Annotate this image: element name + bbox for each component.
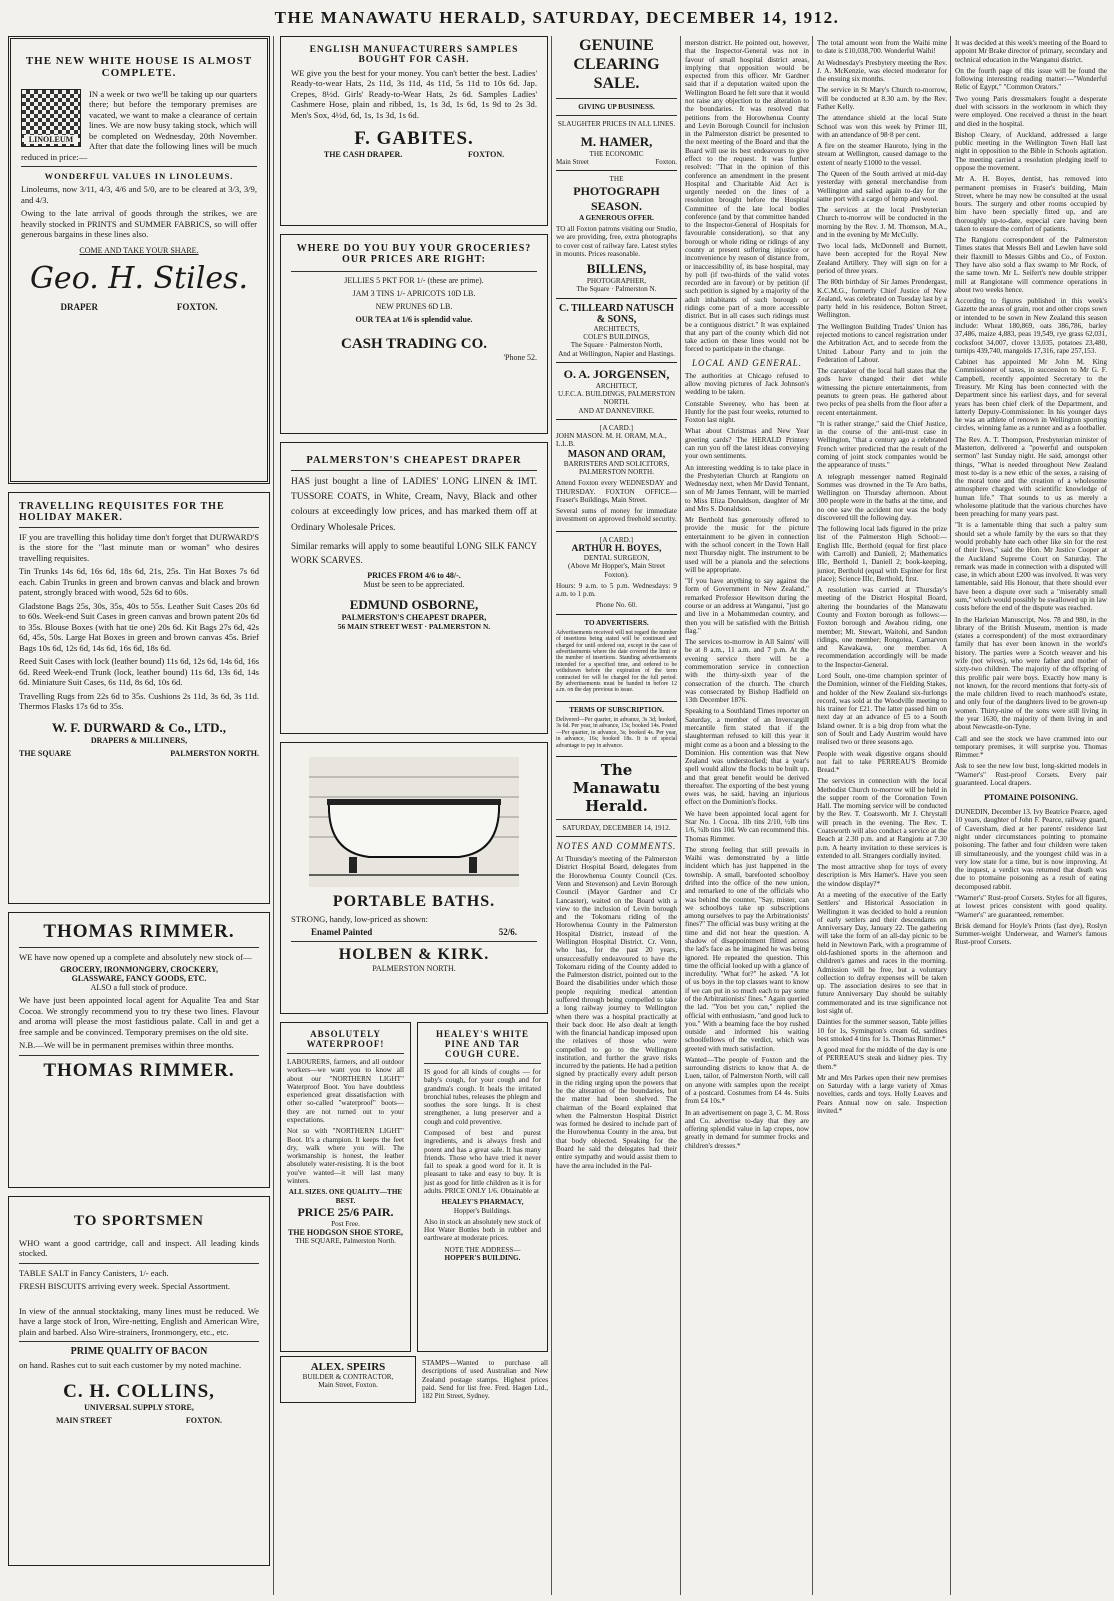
ad-headline: HEALEY'S WHITE PINE AND TAR COUGH CURE. bbox=[435, 1029, 530, 1059]
news-item: The Rev. A. T. Thompson, Presbyterian minister of Masterton, delivered a "powerful and outspoken sermon" last Sunday night. He said, amongst other things, "What is needed throughout New Zealand most to-day is a new ethic of the sexes, a raising of the moral tone and the creation of a wholesome atmosphere charged with scientific knowledge of human life." That sounds to us as merely a wholesome platitude that the various churches have been preaching for many years past. bbox=[955, 435, 1107, 519]
news-item: Mr A. H. Boyes, dentist, has removed into permanent premises in Fraser's building, Main Street, where he may now be consulted at the usual hours. The surgery and other rooms occupied by him have been specially fitted up, and are thoroughly up-to-date, especial care having been taken to ensure the comfort of patients. bbox=[955, 175, 1107, 233]
price-line: OUR TEA at 1/6 is splendid value. bbox=[355, 315, 473, 324]
ad-holben-kirk bbox=[280, 742, 548, 1014]
ad-firm: C. TILLEARD NATUSCH & SONS, bbox=[559, 302, 674, 325]
ad-trade: BARRISTERS AND SOLICITORS, PALMERSTON NORTH. bbox=[563, 459, 670, 477]
ad-trade: DENTAL SURGEON, bbox=[583, 554, 650, 562]
ad-body: Also in stock an absolutely new stock of Hot Water Bottles both in rubber and earthware at moderate prices. bbox=[424, 1217, 541, 1243]
ad-place: FOXTON. bbox=[185, 1415, 222, 1425]
column-rule bbox=[273, 36, 274, 1595]
ad-durward bbox=[8, 492, 270, 904]
news-item: The Wellington Building Trades' Union has rejected motions to cancel registration under the Arbitration Act, and to secede from the United Labour Party and to join the Federation of Labour. bbox=[817, 322, 947, 364]
news-item: Constable Sweeney, who has been at Huntly for the past four weeks, returned to Foxton last night. bbox=[685, 399, 809, 425]
ad-body: WE have now opened up a complete and absolutely new stock of— bbox=[19, 952, 252, 962]
ad-body: STRONG, handy, low-priced as shown: bbox=[291, 914, 428, 924]
ad-slogan: COME AND TAKE YOUR SHARE. bbox=[79, 245, 199, 255]
ad-place: FOXTON. bbox=[176, 301, 218, 312]
column-6 bbox=[955, 36, 1107, 1595]
ad-names: JOHN MASON. M. H. ORAM, M.A., L.L.B. bbox=[556, 432, 667, 449]
ad-body: TABLE SALT in Fancy Canisters, 1/- each. bbox=[19, 1267, 169, 1278]
ad-address: MAIN STREET bbox=[56, 1415, 112, 1425]
column-4 bbox=[685, 36, 809, 1595]
ad-body: LABOURERS, farmers, and all outdoor workers—we want you to know all about our "NORTHERN LIGHT" Waterproof Boot. You have doubtless experienced great dissatisfaction with other so-called "waterproof" boots—they are not turned out to your expectations. bbox=[287, 1058, 404, 1124]
ad-address: Main Street, Foxton. bbox=[318, 1381, 378, 1390]
ad-address: (Above Mr Hopper's, Main Street Foxton). bbox=[568, 562, 665, 579]
ad-stamps: STAMPS—Wanted to purchase all descriptions of used Australian and New Zealand postage stamps. Highest prices paid. Send for list free. Fred. Hagen Ltd., 182 Pitt Street, Sydney. bbox=[422, 1359, 548, 1401]
price-label: Enamel Painted bbox=[311, 927, 373, 938]
news-item: The caretaker of the local hall states that the gods have changed their diet while witnessing the picture entertainments, from peanuts to green peas. He gathered about two pecks of pea shells from the floor after a recent entertainment. bbox=[817, 367, 947, 417]
ad-address: HOPPER'S BUILDING. bbox=[444, 1253, 521, 1262]
ad-trade: ARCHITECT, bbox=[595, 381, 638, 390]
news-item: The services to-morrow in All Saints' will be at 8 a.m., 11 a.m. and 7 p.m. At the evening service there will be a commemoration service in connection with the thirty-sixth year of the consecration of the church. The church was consecrated by Bishop Hadfield on 13th December 1876. bbox=[685, 638, 809, 705]
ad-firm: THOMAS RIMMER. bbox=[43, 921, 235, 942]
ad-trade: BUILDER & CONTRACTOR, bbox=[302, 1373, 394, 1381]
ad-body: Travelling Rugs from 22s 6d to 35s. Cushions 2s 11d, 3s 6d, 3s 11d. Thermos Flasks 17s 6d to 35s. bbox=[19, 690, 259, 712]
column-rule bbox=[680, 36, 681, 1595]
news-item: Bishop Cleary, of Auckland, addressed a large public meeting in the Wellington Town Hall last night in opposition to the Bible in Schools agitation. The meeting carried a resolution pledging itself to oppose the movement. bbox=[955, 130, 1107, 172]
news-item: A fire on the steamer Hauroto, lying in the stream at Wellington, caused damage to the extent of nearly £1000 to the vessel. bbox=[817, 142, 947, 167]
ad-body: TO all Foxton patrons visiting our Studio, we are providing, free, extra photographs to cover cost of railway fare. Latest styles in mounts. Prices reasonable. bbox=[556, 224, 677, 258]
ad-gabites bbox=[280, 36, 548, 226]
price-line: NEW PRUNES 6D LB. bbox=[375, 302, 453, 311]
ad-trade: PHOTOGRAPHER, bbox=[586, 277, 647, 286]
news-item: The Rangiotu correspondent of the Palmerston Times states that Messrs Bell and Lewlen have sold their flaxmill to Messrs Gibbs and Co., of Foxton. They have also sold a flax swamp to Mr Rock, of the same town. Mr L. Seifert's new double stripper mill at Rangiotane will commence operations in about two weeks hence. bbox=[955, 236, 1107, 294]
news-item: What about Christmas and New Year greeting cards? The HERALD Printery can run you off the latest ideas conveying your own sentiments. bbox=[685, 427, 809, 461]
news-item: The attendance shield at the local State School was won this week by Primer III, with an attendance of 98·8 per cent. bbox=[817, 114, 947, 139]
date-line: SATURDAY, DECEMBER 14, 1912. bbox=[562, 823, 671, 832]
news-item: In an advertisement on page 3, C. M. Ross and Co. advertise to-day that they are offering splendid value in lap crepes, now greatly in demand for summer frocks and children's dresses.* bbox=[685, 1108, 809, 1150]
notice-headline: TO ADVERTISERS. bbox=[584, 618, 649, 627]
news-item: An interesting wedding is to take place in the Presbyterian Church at Rangiotu on Wednesday next, when Mr David Tennant, son of Mr James Tennant, will be married to Miss Eliza Donaldson, daughter of Mr and Mrs S. Donaldson. bbox=[685, 463, 809, 513]
ad-trade: ARCHITECTS, bbox=[593, 324, 640, 333]
article-text: At Thursday's meeting of the Palmerston District Hospital Board, delegates from the Horowhenua County Council (Crs. Venn and Stevenson) and Levin Borough Council (Mayor Gardner and Cr Lancaster), waited on the Board with a view to the inclusion of Levin borough and the Tokomaru riding of the Horowhenua County in the Palmerston Hospital District, instead of the Wellington Hospital District. Cr. Venn, who has, for the past 20 years, unsuccessfully endeavoured to have the Tokomaru riding of the County added to the Palmerston district, pointed out to the Board the disabilities under which those people requiring medical attention suffered through being compelled to take a long railway journey to Wellington when there was a hospital practically at their back door. He also dealt at length with the financial handicap imposed upon the relatives of those who were compelled to go to the Wellington institution, and further the grave risks incurred by the patients. He had a petition signed by practically every adult person in the riding urging upon the powers that be the alteration of the boundaries, but the matter had been shelved. The chairman of the Board explained that when the Palmerston Hospital District was formed he desired to include part of the Horowhenua County in the area, but that body objected. Speaking for the Board he said the delegates had their entire sympathy and would assist them to have the area included in the Pal- bbox=[556, 855, 677, 1170]
news-item: Lord Soult, one-time champion sprinter of the Dominion, winner of the Fielding Stakes, and holder of the New Zealand six-furlongs record, was sold at the Woodville meeting to his trainer for £21. The latter passed him on next day at an advance of £5 to a South Island owner. It is a big drop from what the son of Soult and Lady Austrim would have realised two or three seasons ago. bbox=[817, 671, 947, 747]
ad-boyes: [A CARD.] ARTHUR H. BOYES, DENTAL SURGEON, (Above Mr Hopper's, Main Street Foxton). Hours: 9 a.m. to 5 p.m. Wednesdays: 9 a.m. to 1 p.m. Phone No. 60. bbox=[556, 532, 677, 615]
ad-firm: C. H. COLLINS, bbox=[63, 1380, 215, 1402]
column-1 bbox=[8, 36, 270, 1595]
ad-body: Gladstone Bags 25s, 30s, 35s, 40s to 55s. Leather Suit Cases 20s 6d to 60s. Week-end Suit Cases in green canvas and brown patent 20s 6d to 35s. Blouse Boxes (with hat tie one) 20s 6d. Kit Bags 27s 6d, 42s 6d, 45s, 50s. Large Hat Boxes in green and brown canvas 45s. Brief Bags 10s 6d, 12s 6d, 14s 6d, 16s 6d, 18s 6d. bbox=[19, 600, 259, 653]
ad-line: AND AT DANNEVIRKE. bbox=[578, 406, 655, 415]
ad-trade: THE ECONOMIC bbox=[589, 150, 644, 159]
ad-healey bbox=[417, 1022, 548, 1352]
ad-body: Composed of best and purest ingredients, and is always fresh and potent and has a great sale. It has many friends. Those who have tried it never fail to speak a good word for it. It is pleasant to take and easy to buy. It is just as good for little children as it is for adults. PRICE ONLY 1/6. Obtainable at bbox=[424, 1128, 541, 1195]
news-item: Two local lads, McDonnell and Burnett, have been accepted for the Royal New Zealand Artillery. They will sign on for a period of three years. bbox=[817, 242, 947, 276]
column-rule bbox=[812, 36, 813, 1595]
ad-address: THE SQUARE bbox=[19, 748, 72, 758]
ad-address: Main Street bbox=[556, 158, 589, 167]
news-item: The total amount won from the Waihi mine to date is £10,038,700. Wonderful Waihi! bbox=[817, 39, 947, 56]
ad-tilleard bbox=[556, 299, 677, 363]
ad-mason-oram: [A CARD.] JOHN MASON. M. H. ORAM, M.A., L.L.B. MASON AND ORAM, BARRISTERS AND SOLICITORS, PALMERSTON NORTH. Attend Foxton every WEDNESDAY and THURSDAY. FOXTON OFFICE—Fraser's Buildings, Main Street. Several sums of money for immediate investment on approved freehold security. bbox=[556, 420, 677, 532]
ad-headline: GENUINE CLEARING SALE. bbox=[573, 37, 660, 93]
notice-subscription bbox=[556, 702, 677, 757]
ad-headline: PHOTOGRAPH SEASON. bbox=[573, 183, 660, 213]
ad-subhead: OUR PRICES ARE RIGHT: bbox=[342, 254, 486, 265]
ad-line: And at Wellington, Napier and Hastings. bbox=[558, 349, 675, 358]
article-text: merston district. He pointed out, however, that the Inspector-General was not in favour of small hospital district areas, implying that opposition would be expected from this officer. Mr Gardner said that if a deputation waited upon the Wellington Board he felt sure that it would not raise any objection to the alteration to the boundaries. It was resolved that petitions from the Horowhenua County and Levin Borough Council for inclusion in the Palmerston district be presented to the next meeting of the Board and that the Board will use its best endeavours to give effect to the request. It was further resolved: "That in the opinion of this conference an amendment in the present Hospital and Charitable Aid Act is urgently needed on the lines of a resolution brought before the Hospital Committee of the late local bodies conference (and by that committee handed to the Inspector-General of Hospitals for favourable consideration), so that any borough or whole riding or ridings of any county at present suffering injustice or inconvenience by reason of distance from, or inaccessibility of, its base hospital, may by poll (if two-thirds of the valid votes recorded are in favour) or by petition (if such petition is signed by a majority of the adult inhabitants of such borough or ridings come part of a more accessible district. But in all cases such ridings must be a contiguous district." It was explained that any part of the county which did not take action on these lines would not be forced to participate in the change. bbox=[685, 39, 809, 354]
notice-advertisers bbox=[556, 615, 677, 702]
ad-firm: THOMAS RIMMER. bbox=[43, 1059, 235, 1081]
ad-body: Tin Trunks 14s 6d, 16s 6d, 18s 6d, 21s, 25s. Tin Hat Boxes 7s 6d each. Cabin Trunks in green and brown canvas and black and brown patent, strongly braced with wood, 52s 6d to 60s. bbox=[19, 566, 259, 598]
ad-body: In view of the annual stocktaking, many lines must be reduced. We have a large stock of Iron, Wire-netting, English and American Wire, plain and barbed. Also Wire-strainers, Ironmongery, etc., etc. bbox=[19, 1305, 259, 1337]
ad-body: Owing to the late arrival of goods through the strikes, we are heavily stocked in PRINTS and SUMMER FABRICS, so will offer generous bargains in these lines also. bbox=[21, 208, 257, 240]
ad-subhead: PRIME QUALITY OF BACON bbox=[70, 1346, 208, 1358]
ad-trade: THE CASH DRAPER. bbox=[323, 150, 403, 160]
ad-address: PALMERSTON NORTH. bbox=[372, 964, 456, 974]
news-item: We have been appointed local agent for Star No. 1 Cocoa. 1lb tins 2/10, ½lb tins 1/6, ¼lb tins 10d. We can recommend this. Thomas Rimmer. bbox=[685, 809, 809, 843]
news-item: The following local lads figured in the prize list of the Palmerston High School:—English IIIc, Berthold (equal for first place with Carroll) and Daniell, 2; Mathematics IIIc, Berthold 1, Daniell 2; book-keeping, junior, Berthold (equal with Espiner for first place); Science IIIc, Berthold, first. bbox=[817, 525, 947, 583]
ad-body: Several sums of money for immediate investment on approved freehold security. bbox=[556, 507, 677, 524]
news-item: At a meeting of the executive of the Early Settlers' and Historical Association in Wellington it was decided to hold a reunion of early settlers and their descendants on Anniversary Day, January 22. The gathering will take the form of an all-day picnic to be held in Newtown Park, with a programme of old-fashioned sports in the afternoon and children's games and races in the morning. Admission will be free, but a voluntary collection to defray expenses will be taken up. The association desires to see that in future Anniversary Day should be suitably commemorated and its true significance not lost sight of. bbox=[817, 891, 947, 1015]
ad-body: Not so with "NORTHERN LIGHT" Boot. It's a champion. It keeps the feet dry, walk where you will. The workmanship is honest, the leather absolutely water-resisting. It is the boot you've wanted—it will last many winters. bbox=[287, 1127, 404, 1185]
news-item: "Warner's" Rust-proof Corsets. Styles for all figures, at lowest prices consistent with good quality. "Warner's" are guaranteed, remember. bbox=[955, 894, 1107, 919]
ad-headline: WHERE DO YOU BUY YOUR GROCERIES? bbox=[296, 243, 532, 254]
ad-body: Attend Foxton every WEDNESDAY and THURSDAY. FOXTON OFFICE—Fraser's Buildings, Main Street. bbox=[556, 479, 677, 504]
ad-subhead: GIVING UP BUSINESS. bbox=[578, 102, 655, 111]
news-item: Wanted—The people of Foxton and the surrounding districts to know that A. de Luen, tailor, of Palmerston North, will call on anyone with samples upon the receipt of a postcard. Costumes from £4 4s. Suits from £4 10s.* bbox=[685, 1055, 809, 1106]
ad-firm: W. F. DURWARD & Co., LTD., bbox=[52, 719, 226, 735]
ad-headline: PORTABLE BATHS. bbox=[332, 893, 496, 910]
news-item: Call and see the stock we have crammed into our temporary premises, it will surprise you. Thomas Rimmer.* bbox=[955, 734, 1107, 760]
news-item: Ask to see the new low bust, long-skirted models in "Warner's" Rust-proof Corsets. Every pair guaranteed. Local drapers. bbox=[955, 762, 1107, 787]
ad-goods: GLASSWARE, FANCY GOODS, ETC. bbox=[71, 974, 207, 984]
column-rule bbox=[551, 36, 552, 1595]
ad-body: WHO want a good cartridge, call and inspect. All leading kinds stocked. bbox=[19, 1238, 259, 1259]
ad-body: IN a week or two we'll be taking up our quarters there; but before the temporary premises are vacated, we want to make a clearance of certain lines. We are now busy taking stock, which will be completed on Wednesday, 20th November. After that date the following lines will be much reduced in price:— bbox=[21, 89, 257, 162]
paper-title: The Manawatu Herald. bbox=[572, 760, 661, 815]
ad-firm: ARTHUR H. BOYES, bbox=[571, 544, 662, 554]
ad-headline: ENGLISH MANUFACTURERS SAMPLES BOUGHT FOR CASH. bbox=[309, 45, 519, 65]
news-item: "If you have anything to say against the form of Government in New Zealand," remarked Professor Hewitson during the course or an address at Wanganui, "just go and live in a Mohammedan country, and then you will be satisfied with the British flag." bbox=[685, 577, 809, 635]
ad-line: Post Free. bbox=[331, 1219, 360, 1228]
ad-phone: Phone No. 60. bbox=[595, 601, 638, 610]
ad-body: N.B.—We will be in permanent premises within three months. bbox=[19, 1040, 234, 1051]
ad-hodgson bbox=[280, 1022, 411, 1352]
news-item: Dainties for the summer season, Table jellies 10 for 1s, Symington's cream 6d, sardines best smoked 4 tins for 1s. Thomas Rimmer.* bbox=[817, 1018, 947, 1043]
news-item: The authorities at Chicago refused to allow moving pictures of Jack Johnson's wedding to be taken. bbox=[685, 371, 809, 397]
news-item: People with weak digestive organs should not fail to take PERREAU'S Bromide Bread.* bbox=[817, 749, 947, 775]
ad-address: U.F.C.A. BUILDINGS, PALMERSTON NORTH. bbox=[557, 390, 676, 407]
news-item: On the fourth page of this issue will be found the following interesting reading matter:—"Wonderful Relic of Egypt," "Common Orators." bbox=[955, 66, 1107, 92]
news-item: The 80th birthday of Sir James Prendergast, K.C.M.G., formerly Chief Justice of New Zealand, was celebrated on Tuesday last by a party held in his residence, Bolton Street, Wellington. bbox=[817, 278, 947, 320]
ad-place: PALMERSTON NORTH. bbox=[170, 748, 259, 758]
ad-body: WE give you the best for your money. You can't better the best. Ladies' Ready-to-wear Hats, 2s 11d, 3s 11d, 4s 11d, 5s 11d to 10s 6d. Jap. Crepes, 8½d. Girls' Ready-to-Wear Hats, 2s 6d. Samples Ladies' Cashmere Hose, plain and ribbed, 1s, 1s 3d, 1s 6d, 1s 9d to 2s 3d. Men's Sox, 4½d, 6d, 1s, 1s 3d, 1s 6d. bbox=[291, 68, 537, 120]
news-item: The Queen of the South arrived at mid-day yesterday with general merchandise from Wellington and sailed again to-day for the same port with a cargo of hemp and wool. bbox=[817, 169, 947, 203]
ad-line: ALL SIZES. ONE QUALITY—THE BEST. bbox=[288, 1188, 403, 1205]
ad-firm: ALEX. SPEIRS bbox=[310, 1361, 386, 1373]
ad-rimmer bbox=[8, 912, 270, 1188]
notice-body: Delivered—Per quarter, in advance, 3s 3d; booked, 3s 6d. Per year, in advance, 13s; booked 14s. Posted—Per quarter, in advance, 3s; booked 4s. Per year, in advance, 16s; booked 18s. It is of special advantage to pay in advance. bbox=[556, 717, 677, 749]
signature: Geo. H. Stiles. bbox=[29, 260, 249, 296]
ad-firm: CASH TRADING CO. bbox=[341, 336, 487, 352]
ad-firm: HOLBEN & KIRK. bbox=[338, 946, 490, 964]
ad-billens: THE PHOTOGRAPH SEASON. A GENEROUS OFFER. TO all Foxton patrons visiting our Studio, we are providing, free, extra photographs to cover cost of railway fare. Latest styles in mounts. Prices reasonable. BILLENS, PHOTOGRAPHER, The Square · Palmerston N. bbox=[556, 171, 677, 298]
ad-firm: HEALEY'S PHARMACY, bbox=[441, 1198, 524, 1207]
price-line: JAM 3 TINS 1/- APRICOTS 10D LB. bbox=[352, 289, 476, 298]
ad-firm: BILLENS, bbox=[586, 261, 647, 277]
ad-trade: PALMERSTON'S CHEAPEST DRAPER, bbox=[341, 612, 487, 622]
ad-headline: TO SPORTSMEN bbox=[74, 1213, 204, 1229]
news-item: "It is rather strange," said the Chief Justice, in the course of the anti-trust case in Wellington, "that a century ago a celebrated French writer predicted that the result of the coming of joint stock companies would be the appearance of trusts." bbox=[817, 419, 947, 470]
ad-speirs bbox=[280, 1356, 416, 1403]
ad-firm: O. A. JORGENSEN, bbox=[563, 366, 670, 381]
notice-headline: TERMS OF SUBSCRIPTION. bbox=[569, 705, 664, 714]
ad-body: Reed Suit Cases with lock (leather bound) 11s 6d, 12s 6d, 14s 6d, 16s 6d. Reed Week-end Trunk (lock, leather bound) 11s 6d, 13s 6d, 14s 6d. Miniature Suit Cases, 6s 11d, 8s 6d, 10s 6d. bbox=[19, 656, 259, 688]
news-item: "It is a lamentable thing that such a paltry sum should set a whole family by the ears so that they would probably hate each other like sin for the rest of their lives," said the Hon. Mr Justice Cooper at the Auckland Supreme Court on Saturday. The remark was made in connection with a disputed will case, in which about £200 was involved. It was very lamentable, said His Honour, that there should ever have been a dispute over such a "miserably small sum," which would possibly be swallowed up in law costs before the end of the dispute was reached. bbox=[955, 521, 1107, 613]
ad-subhead: SLAUGHTER PRICES IN ALL LINES. bbox=[557, 119, 676, 128]
ad-body: Linoleums, now 3/11, 4/3, 4/6 and 5/0, are to be cleared at 3/3, 3/9, and 4/3. bbox=[21, 184, 257, 205]
news-item: At Wednesday's Presbytery meeting the Rev. J. A. McKenzie, was elected moderator for the ensuing six months. bbox=[817, 58, 947, 84]
ad-body: on hand. Rashes cut to suit each customer by my noted machine. bbox=[19, 1360, 242, 1371]
ad-osborne bbox=[280, 442, 548, 734]
ad-stiles bbox=[8, 36, 270, 484]
masthead: THE MANAWATU HERALD, SATURDAY, DECEMBER 14, 1912. bbox=[274, 8, 840, 27]
ad-body: Similar remarks will apply to some beautiful LONG SILK FANCY WORK SCARVES. bbox=[291, 540, 537, 566]
linoleum-illustration: LINOLEUM bbox=[21, 89, 81, 147]
ad-body: IF you are travelling this holiday time don't forget that DURWARD'S is the store for the "last minute man or woman" who desires travelling requisites. bbox=[19, 532, 259, 563]
ad-headline: PALMERSTON'S CHEAPEST DRAPER bbox=[306, 455, 522, 466]
news-item: It was decided at this week's meeting of the Board to appoint Mr Brake director of primary, secondary and technical education in the Wanganui district. bbox=[955, 39, 1107, 64]
ad-body: Hours: 9 a.m. to 5 p.m. Wednesdays: 9 a.m. to 1 p.m. bbox=[556, 581, 677, 599]
ad-firm: M. HAMER, bbox=[580, 134, 653, 150]
ad-headline: ABSOLUTELY WATERPROOF! bbox=[306, 1029, 385, 1049]
ad-goods: GROCERY, IRONMONGERY, CROCKERY, bbox=[59, 965, 219, 975]
bathtub-illustration bbox=[309, 757, 519, 887]
price-line: JELLIES 5 PKT FOR 1/- (these are prime). bbox=[344, 276, 484, 285]
ad-address: 56 MAIN STREET WEST · PALMERSTON N. bbox=[337, 621, 491, 631]
notice-body: Advertisements received will not regard the number of insertions being stated will be continued and charged for until ordered out, except in the case of advertisements where the date covered the limit or the number of insertions. Standing advertisements intended for a specified time, and ordered to be withdrawn before the expiration of the term contracted for will be charged for the full period. By advertisements must be handed in before 12 a.m. on the day previous to issue. bbox=[556, 629, 677, 694]
news-item: In the Harleian Manuscript, Nos. 78 and 980, in the library of the British Museum, mention is made (states a correspondent) of the most extraordinary family that has ever been known in the world's history. The parties were a Scotch weaver and his wife (not wives), who were father and mother of sixty-two children. The majority of the offspring of this prolific pair were boys. Exactly how many is not known, for the record mentions that forty-six of the male children lived to reach manhood's estate, and only four of the daughters lived to be grown-up women. Thirty-nine of the sons were still living in the year 1630, the majority of them living in and about Newcastle-on-Tyne. bbox=[955, 615, 1107, 732]
ad-firm: MASON AND ORAM, bbox=[567, 448, 666, 460]
news-item: A telegraph messenger named Reginald Sommes was drowned in the Te Aro baths, Wellington on Thursday afternoon. About 300 people were in the baths at the time, and no one saw the accident nor was the body discovered till the following day. bbox=[817, 472, 947, 522]
section-heading: LOCAL AND GENERAL. bbox=[692, 357, 802, 368]
ad-line: ALSO a full stock of produce. bbox=[90, 983, 188, 993]
ad-body: HAS just bought a line of LADIES' LONG LINEN & IMT. TUSSORE COATS, in White, Cream, Navy, Black and other colours at exceedingly low prices, and has marked them off at Ordinary Wholesale Prices. bbox=[291, 477, 537, 533]
news-item: Brisk demand for Hoyle's Prints (fast dye), Roslyn Summer-weight Underwear, and Warner's famous Rust-proof Corsets. bbox=[955, 921, 1107, 947]
ad-line: COLE'S BUILDINGS, bbox=[583, 332, 650, 341]
ad-line: Hopper's Buildings. bbox=[453, 1206, 512, 1215]
news-item: The strong feeling that still prevails in Waihi was demonstrated by a little incident which has just happened in the township. A small, barefooted schoolboy drifted into the office of the new union, and remarked to one of the officials who was behind the counter, "Say, mister, can we schoolboys take up subscriptions among ourselves to pay the Arbitrationists' fines?" The official was busy writing at the time and did not hear the question. A shadow of disappointment flitted across the lad's face as he imagined he was being ignored. He repeated the question. This time the official looked up with a glance of incredulity. "What for?" he asked. "A lot of us boys in the top classes want to know if we can put in so much each to pay some of the Arbitrationists' fines." Again queried the lad. "You bet you can," replied the official with enthusiasm, "and good luck to you." With a beaming face the boy rushed outside and informed his waiting schoolfellows of the verdict, which was greeted with much satisfaction. bbox=[685, 845, 809, 1053]
ad-prices: PRICES FROM 4/6 to 48/-. bbox=[367, 570, 461, 580]
news-item: The most attractive shop for toys of every description is Mrs Hamer's. Have you seen the window display?* bbox=[817, 863, 947, 888]
ad-collins bbox=[8, 1196, 270, 1566]
ad-subhead: WONDERFUL VALUES IN LINOLEUMS. bbox=[44, 171, 234, 182]
column-3 bbox=[556, 36, 677, 1595]
section-heading: PTOMAINE POISONING. bbox=[984, 793, 1078, 803]
column-rule bbox=[950, 36, 951, 1595]
ad-firm: THE HODGSON SHOE STORE, bbox=[288, 1228, 403, 1238]
news-item: Mr and Mrs Parkes open their new premises on Saturday with a large variety of Xmas novelties, cards and toys. Holly Leaves and Pears Annual now on sale. Inspection invited.* bbox=[817, 1073, 947, 1116]
ad-line: Must be seen to be appreciated. bbox=[363, 579, 465, 589]
ad-jorgensen bbox=[556, 363, 677, 420]
section-heading: NOTES AND COMMENTS. bbox=[556, 841, 677, 852]
news-item: The services at the local Presbyterian Church to-morrow will be conducted in the morning by the Rev. J. M. Thomson, M.A., and in the evening by Mr McCully. bbox=[817, 206, 947, 239]
ad-body: We have just been appointed local agent for Aqualite Tea and Star Cocoa. We strongly recommend you to try these two lines. Flavour and aroma will please the most fastidious palate. Call in and get a free sample and be convinced. Temporary premises on the old site. bbox=[19, 995, 259, 1037]
ad-address: THE SQUARE, Palmerston North. bbox=[295, 1237, 396, 1246]
column-5 bbox=[817, 36, 947, 1595]
ad-trade: DRAPER bbox=[60, 301, 98, 312]
ad-subhead: A GENEROUS OFFER. bbox=[579, 213, 654, 222]
news-item: DUNEDIN, December 13. Ivy Beatrice Pearce, aged 10 years, daughter of John F. Pearce, railway guard, of Caversham, died at her parents' residence last night under circumstances pointing to ptomaine poisoning. The father and four children were taken ill simultaneously, and the youngest child was in a very low state for a time, but is now improving. At the inquest, a verdict was returned that death was due to ptomaine poisoning as a result of eating decomposed rabbit. bbox=[955, 808, 1107, 891]
news-item: A good meal for the middle of the day is one of PERREAU'S steak and kidney pies. Try them.* bbox=[817, 1046, 947, 1071]
ad-price: PRICE 25/6 PAIR. bbox=[297, 1204, 394, 1219]
news-item: A resolution was carried at Thursday's meeting of the District Hospital Board, altering the boundaries of the Manawatu County and Foxton borough as follows:—Foxton borough and Awahou riding, one member; Mt. Stewart, Waitohi, and Sandon ridings, one member; Rongotea, Carnarvon and Kawakawa, one member. A recommendation accordingly will be made to the Inspector-General. bbox=[817, 586, 947, 669]
price-value: 52/6. bbox=[498, 927, 517, 938]
news-item: The service in St Mary's Church to-morrow, will be conducted at 8.30 a.m. by the Rev. Father Kelly. bbox=[817, 86, 947, 111]
ad-firm: EDMUND OSBORNE, bbox=[349, 596, 479, 612]
news-item: Two young Paris dressmakers fought a desperate duel with scissors in the workroom in which they were employed. One received a thrust in the heart and died in the hospital. bbox=[955, 94, 1107, 128]
ad-place: FOXTON. bbox=[468, 150, 505, 160]
ad-hamer bbox=[556, 36, 677, 171]
ad-headline: TRAVELLING REQUISITES FOR THE HOLIDAY MAKER. bbox=[19, 501, 225, 523]
ad-body: FRESH BISCUITS arriving every week. Special Assortment. bbox=[19, 1281, 230, 1292]
column-2 bbox=[280, 36, 548, 1595]
news-item: Cabinet has appointed Mr John M. King Commissioner of taxes, in succession to Mr G. F. Campbell, recently appointed Secretary to the Treasury. Mr King has been connected with the Department since his earliest days, and for several years has been chief clerk of the Department, and latterly Deputy-Commissioner. In his younger days he was an athlete of renown in Wellington sporting circles, winning fame as a runner and as a footballer. bbox=[955, 358, 1107, 433]
ad-place: Foxton. bbox=[655, 158, 677, 167]
ad-body: IS good for all kinds of coughs — for baby's cough, for your cough and for grandma's cough. It heals the irritated bronchial tubes, releases the phlegm and soothes the sore lungs. It is chest strengthener, a lung preserver and a cough and cold preventive. bbox=[424, 1068, 541, 1126]
ad-firm: F. GABITES. bbox=[354, 128, 474, 150]
ad-address: The Square · Palmerston N. bbox=[576, 285, 657, 294]
ad-line: NOTE THE ADDRESS— bbox=[444, 1245, 521, 1254]
ad-trade: UNIVERSAL SUPPLY STORE, bbox=[84, 1402, 194, 1412]
ad-headline: THE NEW WHITE HOUSE IS ALMOST COMPLETE. bbox=[25, 55, 253, 79]
ad-address: The Square · Palmerston North, bbox=[570, 341, 663, 350]
news-item: Mr Berthold has generously offered to provide the music for the picture entertainment to be given in connection with the school concert in the Town Hall next Thursday night. The instrument to be used will be a pianola and the selections will be appropriate. bbox=[685, 516, 809, 574]
news-item: Speaking to a Southland Times reporter on Saturday, a member of an Invercargill mercantile firm stated that if the slaughterman refused to kill this year it might come as a boon and a blessing to the Dominion. His contention was that New Zealand was understocked; that a year's spell would allow the flocks to be built up, and that great benefit would be derived thereafter. The exporting of the best young ewes was, he said, having an injurious effect on the Dominion's flocks. bbox=[685, 707, 809, 807]
ad-trade: DRAPERS & MILLINERS, bbox=[90, 735, 188, 745]
ad-phone: 'Phone 52. bbox=[503, 353, 537, 362]
news-item: The services in connection with the local Methodist Church to-morrow will be held in the supper room of the Coronation Town Hall. The morning service will be conducted by the Rev. T. Coatsworth. Mr J. Chrystall will preach in the evening. The Rev. T. Coatsworth will also conduct a service at the Beach at 2.30 p.m. and at Rangiotu at 7.30 p.m. A hearty invitation to these services is extended to all. Strangers cordially invited. bbox=[817, 777, 947, 860]
news-item: According to figures published in this week's Gazette the areas of grain, root and other crops sown or intended to be sown in New Zealand this season include: Wheat 180,869, oats 386,786, barley 37,486, maize 4,883, peas 19,549, rye grass 62,031, cocksfoot 34,007, clover 13,035, potatoes 23,480, turnips 439,740, mangolds 17,316, rape 257,153. bbox=[955, 297, 1107, 355]
ad-cash-trading bbox=[280, 234, 548, 434]
